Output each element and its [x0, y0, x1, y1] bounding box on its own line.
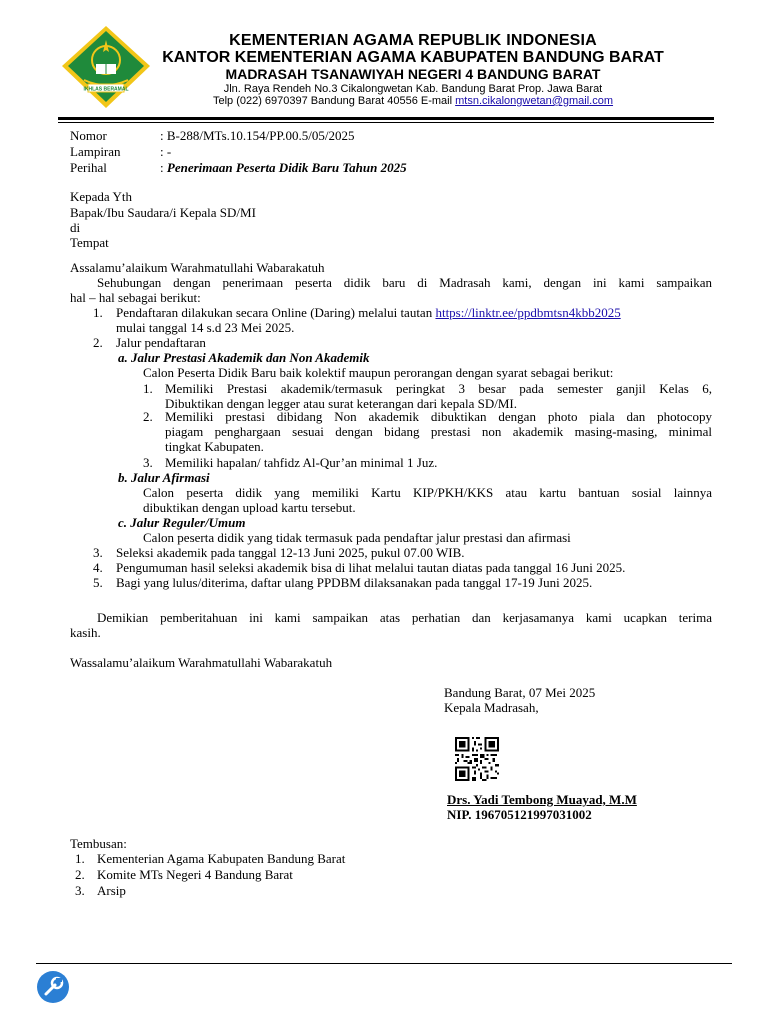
jalur-c-line-1: Calon peserta didik yang tidak termasuk pada pendaftar jalur prestasi dan afirmasi — [143, 530, 571, 545]
jalur-a-item-3-line-1: Memiliki hapalan/ tahfidz Al-Qur’an minimal 1 Juz. — [165, 455, 438, 470]
jalur-b-line-2: dibuktikan dengan upload kartu tersebut. — [143, 500, 356, 515]
tembusan-item-2-number: 2. — [75, 867, 85, 882]
item-4-number: 4. — [93, 560, 103, 575]
item-5-number: 5. — [93, 575, 103, 590]
item-4-text: Pengumuman hasil seleksi akademik bisa di lihat melalui tautan diatas pada tanggal 16 Juni 2025. — [116, 560, 626, 575]
jalur-b-line-1: Calon peserta didik yang memiliki Kartu KIP/PKH/KKS atau kartu bantuan sosial lainnya — [143, 485, 712, 500]
lampiran-label: Lampiran — [70, 144, 121, 159]
item-5-text: Bagi yang lulus/diterima, daftar ulang PPDBM dilaksanakan pada tanggal 17-19 Juni 2025. — [116, 575, 593, 590]
jalur-b-heading: b. Jalur Afirmasi — [118, 470, 210, 485]
jalur-a-item-1-line-2: Dibuktikan dengan legger atau surat keterangan dari kepala SD/MI. — [165, 396, 517, 411]
lampiran-value: : - — [160, 144, 172, 159]
jalur-c-heading: c. Jalur Reguler/Umum — [118, 515, 246, 530]
jalur-a-item-2-line-3: tingkat Kabupaten. — [165, 439, 264, 454]
signature-name: Drs. Yadi Tembong Muayad, M.M — [447, 792, 637, 807]
tembusan-item-1: Kementerian Agama Kabupaten Bandung Barat — [97, 851, 346, 866]
jalur-a-item-1-number: 1. — [143, 381, 153, 396]
footer-divider — [36, 963, 732, 964]
jalur-a-item-2-line-1: Memiliki prestasi dibidang Non akademik dibuktikan dengan photo piala dan photocopy — [165, 409, 712, 424]
item-1-text — [116, 305, 621, 320]
item-1-text-2: mulai tanggal 14 s.d 23 Mei 2025. — [116, 320, 295, 335]
recipient-line-3: di — [70, 220, 81, 235]
nomor-value: : B-288/MTs.10.154/PP.00.5/05/2025 — [160, 128, 355, 143]
item-3-text: Seleksi akademik pada tanggal 12-13 Juni 2025, pukul 07.00 WIB. — [116, 545, 465, 560]
kemenag-logo — [60, 24, 152, 110]
kop-line-3: MADRASAH TSANAWIYAH NEGERI 4 BANDUNG BARAT — [225, 66, 601, 82]
jalur-a-item-2-number: 2. — [143, 409, 153, 424]
intro-line-1: Sehubungan dengan penerimaan peserta didik baru di Madrasah kami, dengan ini kami sampaikan — [97, 275, 712, 290]
kop-contact — [158, 95, 668, 107]
item-1-lead: Pendaftaran dilakukan secara Online (Daring) melalui tautan — [116, 305, 436, 320]
logo-motto: IKHLAS BERAMAL — [83, 86, 129, 93]
qr-code-signature — [455, 737, 499, 781]
recipient-line-1: Kepada Yth — [70, 189, 132, 204]
closing-line-2: kasih. — [70, 625, 101, 640]
item-1-number: 1. — [93, 305, 103, 320]
signature-nip: NIP. 196705121997031002 — [447, 807, 592, 822]
jalur-a-item-1-line-1: Memiliki Prestasi akademik/termasuk peringkat 3 besar pada semester ganjil Kelas 6, — [165, 381, 712, 396]
tembusan-item-3-number: 3. — [75, 883, 85, 898]
viewer-tool-icon[interactable] — [36, 970, 70, 1004]
nomor-label: Nomor — [70, 128, 107, 143]
item-2-text: Jalur pendaftaran — [116, 335, 206, 350]
salam-closing: Wassalamu’alaikum Warahmatullahi Wabarakatuh — [70, 655, 333, 670]
kop-address: Jln. Raya Rendeh No.3 Cikalongwetan Kab. Bandung Barat Prop. Jawa Barat — [223, 83, 603, 95]
signature-place-date: Bandung Barat, 07 Mei 2025 — [444, 685, 596, 700]
kop-contact-text: Telp (022) 6970397 Bandung Barat 40556 E-mail — [212, 95, 456, 107]
perihal-value: Penerimaan Peserta Didik Baru Tahun 2025 — [166, 160, 407, 175]
tembusan-item-1-number: 1. — [75, 851, 85, 866]
header-rule-thin — [58, 122, 714, 123]
intro-line-2: hal – hal sebagai berikut: — [70, 290, 201, 305]
header-rule-thick — [58, 117, 714, 120]
signature-title: Kepala Madrasah, — [444, 700, 539, 715]
perihal-label: Perihal — [70, 160, 107, 175]
tembusan-item-3: Arsip — [97, 883, 126, 898]
recipient-line-4: Tempat — [70, 235, 109, 250]
registration-link[interactable]: https://linktr.ee/ppdbmtsn4kbb2025 — [435, 305, 621, 320]
kop-line-1: KEMENTERIAN AGAMA REPUBLIK INDONESIA — [229, 32, 597, 49]
recipient-line-2: Bapak/Ibu Saudara/i Kepala SD/MI — [70, 205, 256, 220]
kop-line-2: KANTOR KEMENTERIAN AGAMA KABUPATEN BANDUNG BARAT — [162, 49, 664, 66]
tembusan-item-2: Komite MTs Negeri 4 Bandung Barat — [97, 867, 293, 882]
item-3-number: 3. — [93, 545, 103, 560]
closing-line-1: Demikian pemberitahuan ini kami sampaikan atas perhatian dan kerjasamanya kami ucapkan terima — [97, 610, 712, 625]
item-2-number: 2. — [93, 335, 103, 350]
salam-opening: Assalamu’alaikum Warahmatullahi Wabarakatuh — [70, 260, 325, 275]
tembusan-label: Tembusan: — [70, 836, 127, 851]
jalur-a-intro: Calon Peserta Didik Baru baik kolektif maupun perorangan dengan syarat sebagai berikut: — [143, 365, 614, 380]
perihal-sep: : — [160, 160, 167, 175]
jalur-a-item-3-number: 3. — [143, 455, 153, 470]
jalur-a-item-2-line-2: piagam penghargaan sesuai dengan bidang prestasi non akademik masing-masing, minimal — [165, 424, 712, 439]
jalur-a-heading: a. Jalur Prestasi Akademik dan Non Akademik — [118, 350, 370, 365]
email-link[interactable]: mtsn.cikalongwetan@gmail.com — [455, 95, 614, 107]
perihal-value-wrap — [160, 160, 407, 175]
